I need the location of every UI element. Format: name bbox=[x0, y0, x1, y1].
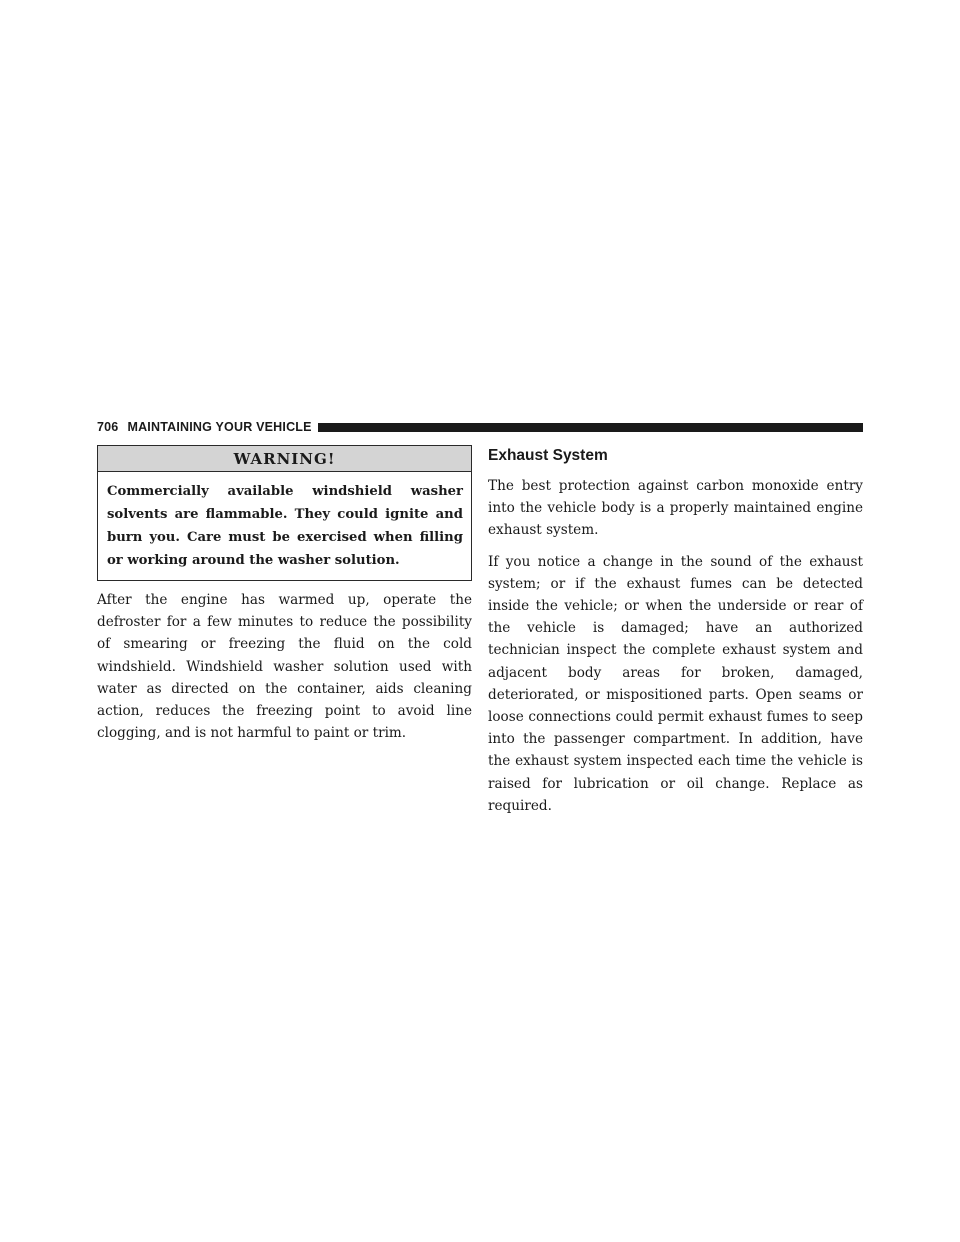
exhaust-paragraph-2: If you notice a change in the sound of the exhaust system; or if the exhaust fumes can be detected inside the vehicle; or when the underside or rear of the vehicle is damaged; have an authorized technician inspect the complete exhaust system and adjacent body areas for broken, damaged, deteriorated, or mispositioned parts. Open seams or loose connections could permit exhaust fumes to seep into the passenger compartment. In addition, have the exhaust system inspected each time the vehicle is raised for lubrication or oil change. Replace as required. bbox=[488, 553, 863, 814]
header-rule bbox=[318, 423, 863, 432]
right-column bbox=[488, 445, 863, 817]
warning-box bbox=[97, 445, 472, 581]
warning-text: Commercially available windshield washer solvents are flammable. They could ignite and burn you. Care must be exercised when filling or working around the washer solution. bbox=[107, 484, 463, 568]
washer-paragraph: After the engine has warmed up, operate the defroster for a few minutes to reduce the possibility of smearing or freezing the fluid on the cold windshield. Windshield washer solution used with water as directed on the container, aids cleaning action, reduces the freezing point to avoid line clogging, and is not harmful to paint or trim. bbox=[97, 592, 472, 742]
warning-title: WARNING! bbox=[98, 446, 471, 472]
page-header bbox=[97, 419, 863, 435]
section-title: MAINTAINING YOUR VEHICLE bbox=[127, 420, 312, 434]
exhaust-heading: Exhaust System bbox=[488, 447, 608, 464]
left-column bbox=[97, 445, 472, 744]
exhaust-paragraph-1: The best protection against carbon monoxide entry into the vehicle body is a properly maintained engine exhaust system. bbox=[488, 478, 863, 539]
page-number: 706 bbox=[97, 420, 119, 434]
